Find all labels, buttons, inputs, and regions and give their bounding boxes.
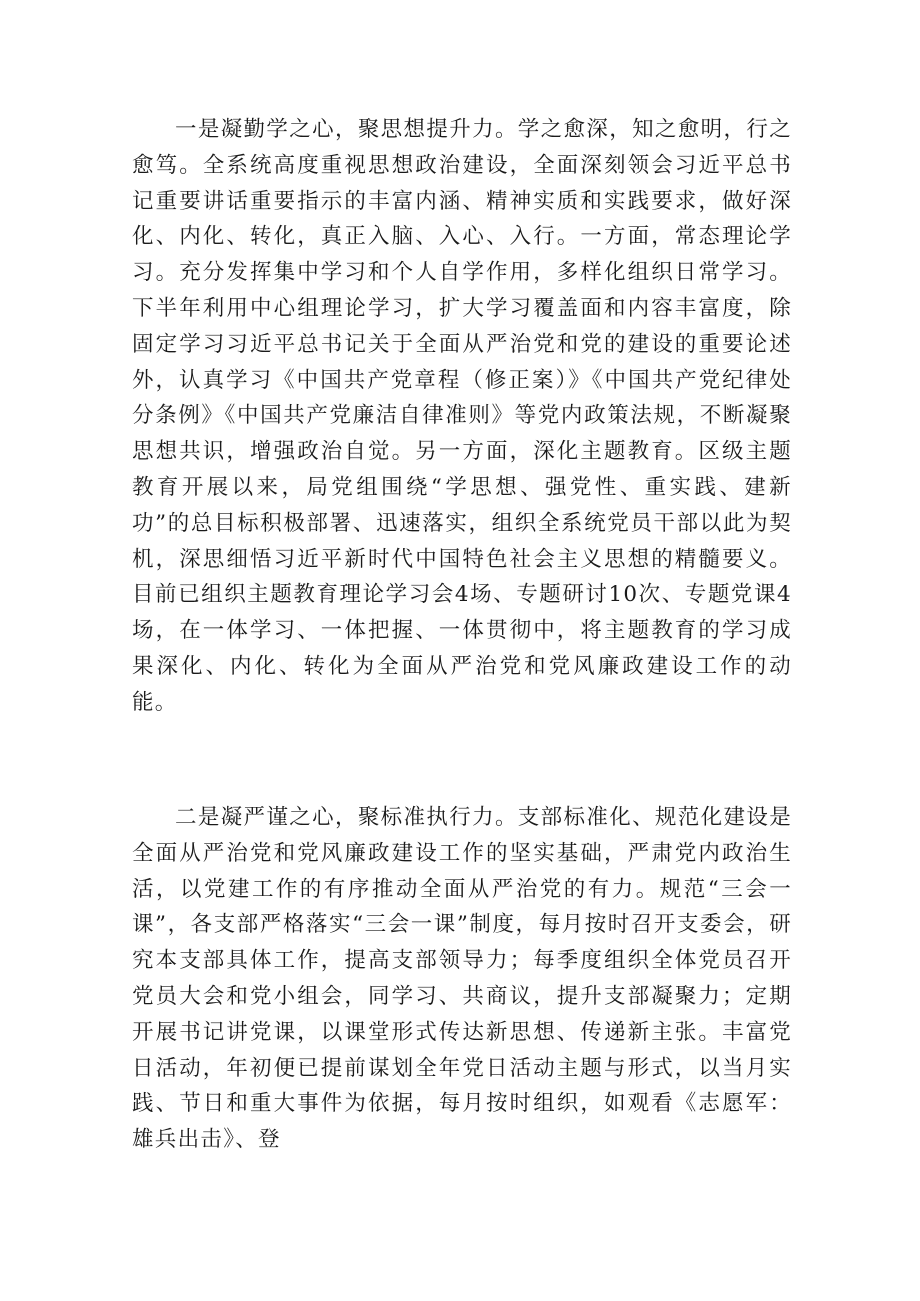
paragraph-block-1 [132, 112, 792, 721]
paragraph-rigor-mindset: 二是凝严谨之心，聚标准执行力。支部标准化、规范化建设是全面从严治党和党风廉政建设工作的坚实基础，严肃党内政治生活，以党建工作的有序推动全面从严治党的有力。规范“三会一课”，各支部严格落实“三会一课”制度，每月按时召开支委会，研究本支部具体工作，提高支部领导力；每季度组织全体党员召开党员大会和党小组会，同学习、共商议，提升支部凝聚力；定期开展书记讲党课，以课堂形式传达新思想、传递新主张。丰富党日活动，年初便已提前谋划全年党日活动主题与形式，以当月实践、节日和重大事件为依据，每月按时组织，如观看《志愿军：雄兵出击》、登 [132, 805, 792, 1153]
paragraph-study-mindset: 一是凝勤学之心，聚思想提升力。学之愈深，知之愈明，行之愈笃。全系统高度重视思想政治建设，全面深刻领会习近平总书记重要讲话重要指示的丰富内涵、精神实质和实践要求，做好深化、内化、转化，真正入脑、入心、入行。一方面，常态理论学习。充分发挥集中学习和个人自学作用，多样化组织日常学习。下半年利用中心组理论学习，扩大学习覆盖面和内容丰富度，除固定学习习近平总书记关于全面从严治党和党的建设的重要论述外，认真学习《中国共产党章程（修正案）》《中国共产党纪律处分条例》《中国共产党廉洁自律准则》等党内政策法规，不断凝聚思想共识，增强政治自觉。另一方面，深化主题教育。区级主题教育开展以来，局党组围绕“学思想、强党性、重实践、建新功”的总目标积极部署、迅速落实，组织全系统党员干部以此为契机，深思细悟习近平新时代中国特色社会主义思想的精髓要义。目前已组织主题教育理论学习会4场、专题研讨10次、专题党课4场，在一体学习、一体把握、一体贯彻中，将主题教育的学习成果深化、内化、转化为全面从严治党和党风廉政建设工作的动能。 [132, 117, 792, 715]
paragraph-block-2 [132, 800, 792, 1158]
